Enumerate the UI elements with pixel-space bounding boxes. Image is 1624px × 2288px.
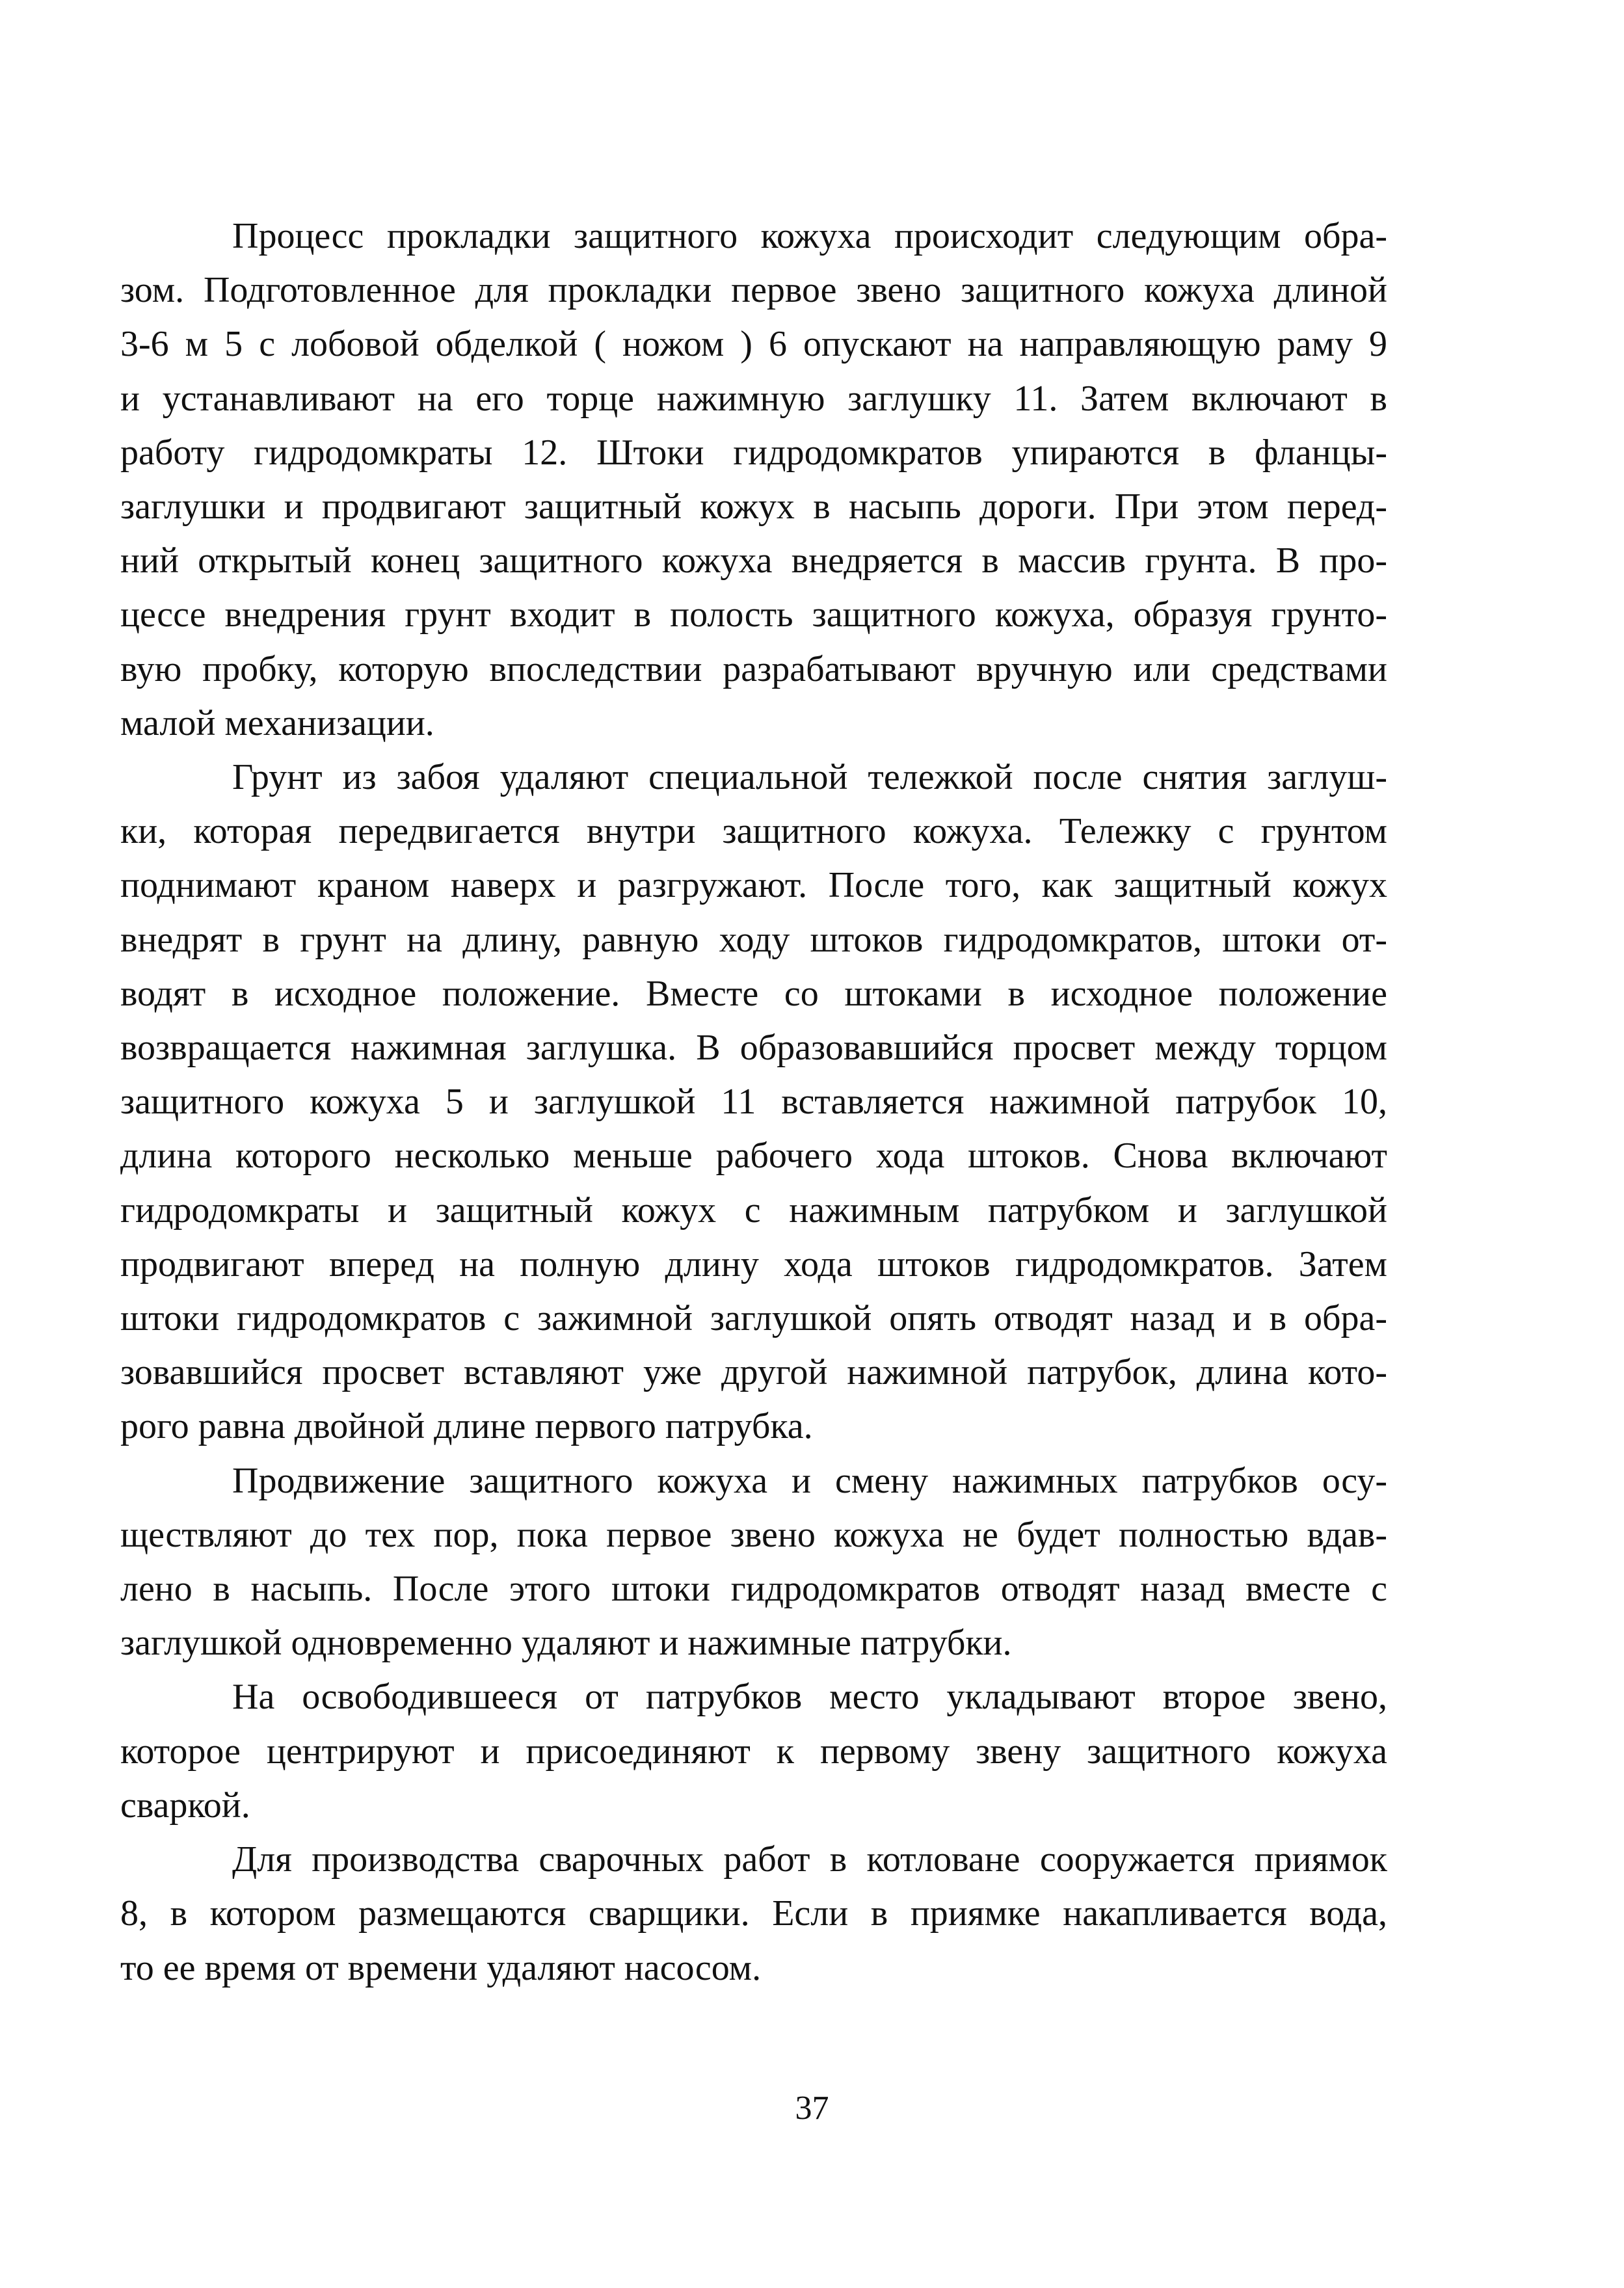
text-line: продвигают вперед на полную длину хода штоков гидродомкратов. Затем <box>120 1244 1387 1284</box>
text-line: зом. Подготовленное для прокладки первое звено защитного кожуха длиной <box>120 270 1387 311</box>
text-line: сваркой. <box>120 1785 250 1826</box>
text-line: Продвижение защитного кожуха и смену нажимных патрубков осу- <box>232 1460 1387 1501</box>
paragraph-1 <box>120 209 1387 751</box>
text-line: зовавшийся просвет вставляют уже другой нажимной патрубок, длина кото- <box>120 1352 1387 1393</box>
paragraph-4 <box>120 1670 1387 1833</box>
text-line: защитного кожуха 5 и заглушкой 11 вставляется нажимной патрубок 10, <box>120 1082 1387 1123</box>
text-line: заглушки и продвигают защитный кожух в насыпь дороги. При этом перед- <box>120 486 1387 527</box>
text-line: Процесс прокладки защитного кожуха происходит следующим обра- <box>232 216 1387 256</box>
text-line: На освободившееся от патрубков место укладывают второе звено, <box>232 1677 1387 1718</box>
text-line: то ее время от времени удаляют насосом. <box>120 1947 762 1988</box>
body-text <box>120 209 1387 1995</box>
text-line: Для производства сварочных работ в котловане сооружается приямок <box>232 1839 1387 1880</box>
text-line: внедрят в грунт на длину, равную ходу штоков гидродомкратов, штоки от- <box>120 919 1387 960</box>
paragraph-3 <box>120 1454 1387 1671</box>
text-line: работу гидродомкраты 12. Штоки гидродомкратов упираются в фланцы- <box>120 432 1387 473</box>
text-line: 8, в котором размещаются сварщики. Если в приямке накапливается вода, <box>120 1893 1387 1934</box>
page-number: 37 <box>795 2090 829 2127</box>
text-line: длина которого несколько меньше рабочего хода штоков. Снова включают <box>120 1136 1387 1177</box>
text-line: ки, которая передвигается внутри защитного кожуха. Тележку с грунтом <box>120 811 1387 852</box>
text-line: гидродомкраты и защитный кожух с нажимным патрубком и заглушкой <box>120 1190 1387 1230</box>
text-line: лено в насыпь. После этого штоки гидродомкратов отводят назад вместе с <box>120 1569 1387 1610</box>
text-line: поднимают краном наверх и разгружают. После того, как защитный кожух <box>120 865 1387 906</box>
text-line: ществляют до тех пор, пока первое звено кожуха не будет полностью вдав- <box>120 1514 1387 1555</box>
text-line: заглушкой одновременно удаляют и нажимные патрубки. <box>120 1623 1012 1664</box>
text-line: возвращается нажимная заглушка. В образовавшийся просвет между торцом <box>120 1028 1387 1069</box>
text-line: малой механизации. <box>120 702 434 743</box>
paragraph-5 <box>120 1833 1387 1995</box>
paragraph-2 <box>120 751 1387 1454</box>
text-line: цессе внедрения грунт входит в полость защитного кожуха, образуя грунто- <box>120 594 1387 635</box>
text-line: рого равна двойной длине первого патрубка. <box>120 1406 813 1447</box>
text-line: 3-6 м 5 с лобовой обделкой ( ножом ) 6 опускают на направляющую раму 9 <box>120 324 1387 365</box>
text-line: вую пробку, которую впоследствии разрабатывают вручную или средствами <box>120 648 1387 689</box>
text-line: Грунт из забоя удаляют специальной тележкой после снятия заглуш- <box>232 757 1387 798</box>
text-line: и устанавливают на его торце нажимную заглушку 11. Затем включают в <box>120 378 1387 419</box>
text-line: водят в исходное положение. Вместе со штоками в исходное положение <box>120 973 1387 1014</box>
text-line: штоки гидродомкратов с зажимной заглушкой опять отводят назад и в обра- <box>120 1298 1387 1339</box>
text-line: которое центрируют и присоединяют к первому звену защитного кожуха <box>120 1731 1387 1772</box>
text-line: ний открытый конец защитного кожуха внедряется в массив грунта. В про- <box>120 540 1387 581</box>
